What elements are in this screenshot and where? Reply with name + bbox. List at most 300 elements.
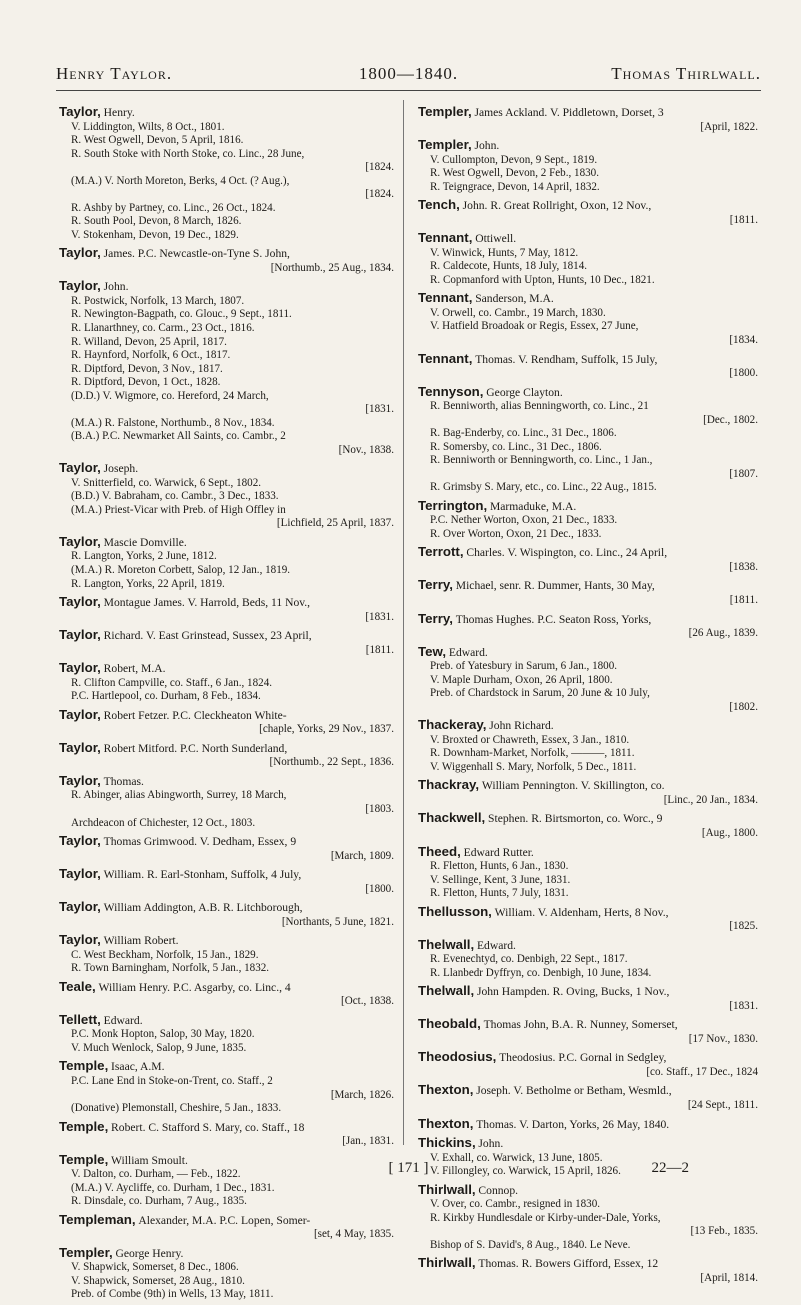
entry-surname: Thickins, [418, 1135, 476, 1151]
entry-given-name: Edward. [103, 1013, 143, 1027]
entry-line: [set, 4 May, 1835. [313, 1228, 394, 1241]
entry-line: R. Over Worton, Oxon, 21 Dec., 1833. [430, 527, 602, 540]
entry-heading [59, 1119, 394, 1136]
entry-line: V. Sellinge, Kent, 3 June, 1831. [430, 873, 571, 886]
entry-heading [59, 1012, 394, 1029]
biographical-entry [59, 660, 394, 704]
entry-line: [1802. [729, 700, 758, 713]
entry-given-name: Richard. V. East Grinstead, Sussex, 23 April, [103, 629, 312, 643]
biographical-entry [59, 1245, 394, 1302]
signature-mark: 22—2 [651, 1160, 689, 1176]
entry-given-name: Isaac, A.M. [111, 1060, 165, 1074]
biographical-entry [59, 979, 394, 1009]
entry-surname: Terrington, [418, 497, 488, 513]
entry-line: R. Diptford, Devon, 1 Oct., 1828. [71, 376, 221, 389]
entry-heading [418, 384, 758, 401]
entry-surname: Tew, [418, 643, 447, 659]
entry-line: V. Exhall, co. Warwick, 13 June, 1805. [430, 1151, 603, 1164]
entry-line: [Nov., 1838. [338, 443, 394, 456]
entry-line: (B.A.) P.C. Newmarket All Saints, co. Cambr., 2 [71, 430, 286, 443]
entry-line: Preb. of Yatesbury in Sarum, 6 Jan., 1800. [430, 660, 618, 673]
left-column [59, 104, 394, 1305]
entry-line: [1811. [365, 643, 394, 656]
entry-heading [59, 278, 394, 295]
entry-given-name: William. V. Aldenham, Herts, 8 Nov., [494, 905, 669, 919]
entry-given-name: James Ackland. V. Piddletown, Dorset, 3 [474, 106, 664, 119]
entry-line: R. West Ogwell, Devon, 5 April, 1816. [71, 134, 244, 147]
entry-line: [1807. [729, 467, 758, 480]
entry-surname: Taylor, [59, 899, 101, 915]
entry-surname: Thellusson, [418, 903, 492, 919]
entry-given-name: Thomas. [103, 774, 144, 788]
entry-given-name: Edward. [448, 645, 488, 659]
entry-line: [co. Staff., 17 Dec., 1824 [646, 1065, 758, 1078]
entry-line: (M.A.) Priest-Vicar with Preb. of High Offley in [71, 503, 286, 516]
biographical-entry [418, 937, 758, 981]
entry-surname: Terry, [418, 610, 453, 626]
biographical-entry [59, 627, 394, 657]
entry-surname: Taylor, [59, 627, 101, 643]
entry-line: [1825. [729, 920, 758, 933]
entry-line: V. Shapwick, Somerset, 8 Dec., 1806. [71, 1261, 239, 1274]
column-divider [403, 100, 404, 1145]
entry-line: R. West Ogwell, Devon, 2 Feb., 1830. [430, 167, 599, 180]
entry-line: [Jan., 1831. [342, 1135, 394, 1148]
entry-surname: Thexton, [418, 1115, 474, 1131]
entry-given-name: John Richard. [489, 719, 554, 733]
entry-given-name: Thomas Hughes. P.C. Seaton Ross, Yorks, [455, 612, 652, 626]
entry-heading [418, 717, 758, 734]
entry-heading [418, 577, 758, 594]
entry-line: [1834. [729, 333, 758, 346]
biographical-entry [418, 1049, 758, 1079]
entry-given-name: Thomas Grimwood. V. Dedham, Essex, 9 [103, 835, 297, 849]
entry-line: [1824. [365, 188, 394, 201]
entry-line: R. Caldecote, Hunts, 18 July, 1814. [430, 260, 588, 273]
entry-given-name: Montague James. V. Harrold, Beds, 11 Nov., [103, 596, 311, 610]
entry-line: V. Over, co. Cambr., resigned in 1830. [430, 1198, 601, 1211]
entry-heading [59, 460, 394, 477]
entry-heading [418, 1049, 758, 1066]
entry-given-name: Thomas John, B.A. R. Nunney, Somerset, [483, 1018, 678, 1032]
biographical-entry [418, 577, 758, 607]
biographical-entry [418, 1182, 758, 1253]
biographical-entry [59, 104, 394, 242]
entry-surname: Temple, [59, 1058, 109, 1074]
entry-line: [Northumb., 25 Aug., 1834. [270, 261, 394, 274]
biographical-entry [418, 1016, 758, 1046]
page-number: [ 171 ] [388, 1160, 429, 1176]
entry-line: V. Stokenham, Devon, 19 Dec., 1829. [71, 228, 239, 241]
entry-line: R. Haynford, Norfolk, 6 Oct., 1817. [71, 349, 231, 362]
entry-line: R. Newington-Bagpath, co. Glouc., 9 Sept., 1811. [71, 308, 292, 321]
page-footer [56, 1160, 761, 1184]
entry-surname: Thexton, [418, 1082, 474, 1098]
entry-line: [March, 1809. [330, 849, 394, 862]
entry-line: R. Llanarthney, co. Carm., 23 Oct., 1816. [71, 321, 255, 334]
entry-line: R. Abinger, alias Abingworth, Surrey, 18 March, [71, 789, 287, 802]
entry-heading [418, 498, 758, 515]
entry-heading [418, 904, 758, 921]
entry-surname: Terrott, [418, 544, 464, 560]
entry-given-name: George Henry. [115, 1246, 184, 1260]
entry-heading [59, 1245, 394, 1262]
entry-line: [Northants, 5 June, 1821. [281, 915, 394, 928]
entry-line: R. South Pool, Devon, 8 March, 1826. [71, 215, 242, 228]
biographical-entry [418, 104, 758, 134]
entry-surname: Taylor, [59, 460, 101, 476]
entry-line: V. Winwick, Hunts, 7 May, 1812. [430, 246, 579, 259]
entry-surname: Tellett, [59, 1011, 101, 1027]
biographical-entry [418, 611, 758, 641]
entry-heading [418, 1016, 758, 1033]
entry-heading [418, 937, 758, 954]
biographical-entry [418, 1116, 758, 1133]
entry-surname: Terry, [418, 577, 453, 593]
entry-given-name: Robert Mitford. P.C. North Sunderland, [103, 741, 288, 755]
entry-heading [59, 932, 394, 949]
entry-given-name: Charles. V. Wispington, co. Linc., 24 April, [466, 546, 668, 560]
entry-surname: Thirlwall, [418, 1255, 476, 1271]
entry-heading [418, 983, 758, 1000]
biographical-entry [59, 1012, 394, 1056]
entry-surname: Temple, [59, 1118, 109, 1134]
entry-given-name: Joseph. V. Betholme or Betham, Wesmld., [476, 1084, 672, 1098]
biographical-entry [59, 866, 394, 896]
entry-heading [59, 773, 394, 790]
entry-surname: Tennant, [418, 350, 473, 366]
entry-given-name: Robert Fetzer. P.C. Cleckheaton White- [103, 708, 287, 722]
entry-given-name: Connop. [478, 1183, 519, 1197]
biographical-entry [418, 717, 758, 774]
biographical-entry [59, 1058, 394, 1115]
biographical-entry [59, 932, 394, 976]
entry-line: [26 Aug., 1839. [688, 627, 758, 640]
entry-heading [418, 777, 758, 794]
entry-line: [1831. [729, 999, 758, 1012]
entry-surname: Tennant, [418, 290, 473, 306]
entry-given-name: Michael, senr. R. Dummer, Hants, 30 May, [455, 579, 655, 593]
entry-line: R. Fletton, Hunts, 7 July, 1831. [430, 887, 569, 900]
entry-line: [17 Nov., 1830. [688, 1032, 758, 1045]
biographical-entry [418, 230, 758, 287]
entry-line: [1824. [365, 161, 394, 174]
entry-line: P.C. Hartlepool, co. Durham, 8 Feb., 1834. [71, 690, 261, 703]
entry-surname: Templeman, [59, 1211, 136, 1227]
entry-surname: Taylor, [59, 104, 101, 119]
entry-line: Bishop of S. David's, 8 Aug., 1840. Le Neve. [430, 1238, 631, 1251]
entry-surname: Taylor, [59, 245, 101, 261]
entry-heading [59, 594, 394, 611]
entry-given-name: Stephen. R. Birtsmorton, co. Worc., 9 [488, 812, 663, 826]
entry-line: R. Kirkby Hundlesdale or Kirby-under-Dale, Yorks, [430, 1211, 661, 1224]
entry-given-name: William Smoult. [111, 1153, 188, 1167]
entry-given-name: George Clayton. [486, 385, 563, 399]
entry-line: R. Grimsby S. Mary, etc., co. Linc., 22 Aug., 1815. [430, 481, 657, 494]
biographical-entry [418, 498, 758, 542]
entry-given-name: William. R. Earl-Stonham, Suffolk, 4 July, [103, 868, 302, 882]
biographical-entry [59, 1212, 394, 1242]
entry-line: P.C. Monk Hopton, Salop, 30 May, 1820. [71, 1028, 255, 1041]
entry-line: R. Evenechtyd, co. Denbigh, 22 Sept., 1817. [430, 953, 628, 966]
entry-line: P.C. Nether Worton, Oxon, 21 Dec., 1833. [430, 514, 618, 527]
entry-line: R. Benniworth, alias Benningworth, co. Linc., 21 [430, 400, 649, 413]
entry-heading [59, 833, 394, 850]
entry-given-name: Robert, M.A. [103, 662, 166, 676]
entry-line: R. Downham-Market, Norfolk, ———, 1811. [430, 747, 635, 760]
entry-line: [1831. [365, 610, 394, 623]
entry-line: R. Clifton Campville, co. Staff., 6 Jan., 1824. [71, 676, 273, 689]
entry-line: C. West Beckham, Norfolk, 15 Jan., 1829. [71, 948, 259, 961]
entry-given-name: Theodosius. P.C. Gornal in Sedgley, [499, 1051, 667, 1065]
entry-surname: Thirlwall, [418, 1181, 476, 1197]
entry-line: R. Langton, Yorks, 2 June, 1812. [71, 550, 217, 563]
entry-line: [1811. [729, 213, 758, 226]
entry-surname: Taylor, [59, 866, 101, 882]
entry-heading [418, 230, 758, 247]
entry-surname: Temple, [59, 1151, 109, 1167]
biographical-entry [418, 1255, 758, 1285]
entry-given-name: John. [478, 1137, 504, 1151]
header-center: 1800—1840. [358, 64, 459, 83]
entry-line: V. Much Wenlock, Salop, 9 June, 1835. [71, 1041, 247, 1054]
entry-line: R. Postwick, Norfolk, 13 March, 1807. [71, 294, 245, 307]
entry-heading [59, 899, 394, 916]
entry-line: P.C. Lane End in Stoke-on-Trent, co. Staff., 2 [71, 1075, 273, 1087]
biographical-entry [418, 384, 758, 495]
entry-line: [chaple, Yorks, 29 Nov., 1837. [259, 723, 394, 736]
running-header [56, 60, 761, 91]
entry-line: [1803. [365, 802, 394, 815]
entry-heading [59, 740, 394, 757]
entry-heading [418, 1135, 758, 1152]
entry-line: R. Ashby by Partney, co. Linc., 26 Oct., 1824. [71, 201, 276, 214]
header-left: Henry Taylor. [56, 64, 173, 83]
entry-line: R. South Stoke with North Stoke, co. Linc., 28 June, [71, 147, 305, 160]
entry-line: R. Town Barningham, Norfolk, 5 Jan., 1832. [71, 962, 270, 975]
entry-heading [418, 351, 758, 368]
entry-line: R. Teigngrace, Devon, 14 April, 1832. [430, 180, 600, 193]
entry-line: (M.A.) V. North Moreton, Berks, 4 Oct. (? Aug.), [71, 174, 290, 187]
entry-heading [59, 104, 394, 121]
entry-line: Preb. of Combe (9th) in Wells, 13 May, 1811. [71, 1288, 274, 1301]
entry-line: V. Fillongley, co. Warwick, 15 April, 1826. [430, 1165, 621, 1178]
entry-surname: Thackwell, [418, 810, 486, 826]
biographical-entry [59, 1119, 394, 1149]
entry-given-name: Sanderson, M.A. [475, 292, 554, 306]
entry-line: R. Diptford, Devon, 3 Nov., 1817. [71, 362, 223, 375]
biographical-entry [418, 810, 758, 840]
biographical-entry [59, 594, 394, 624]
entry-surname: Taylor, [59, 772, 101, 788]
entry-line: R. Llanbedr Dyffryn, co. Denbigh, 10 June, 1834. [430, 966, 652, 979]
entry-heading [59, 660, 394, 677]
entry-line: [Linc., 20 Jan., 1834. [663, 793, 758, 806]
entry-given-name: Mascie Domville. [103, 535, 187, 549]
entry-surname: Taylor, [59, 833, 101, 849]
entry-line: R. Fletton, Hunts, 6 Jan., 1830. [430, 860, 569, 873]
entry-surname: Taylor, [59, 706, 101, 722]
entry-heading [59, 866, 394, 883]
entry-given-name: Thomas. V. Rendham, Suffolk, 15 July, [475, 352, 658, 366]
biographical-entry [418, 290, 758, 347]
entry-line: V. Snitterfield, co. Warwick, 6 Sept., 1802. [71, 476, 262, 489]
entry-line: (D.D.) V. Wigmore, co. Hereford, 24 March, [71, 389, 269, 402]
biographical-entry [59, 245, 394, 275]
entry-given-name: John Hampden. R. Oving, Bucks, 1 Nov., [476, 985, 670, 999]
biographical-entry [59, 460, 394, 531]
entry-line: (Donative) Plemonstall, Cheshire, 5 Jan., 1833. [71, 1102, 282, 1115]
entry-line: V. Orwell, co. Cambr., 19 March, 1830. [430, 306, 606, 319]
entry-heading [59, 979, 394, 996]
biographical-entry [418, 904, 758, 934]
entry-line: [1800. [729, 367, 758, 380]
entry-heading [418, 644, 758, 661]
biographical-entry [59, 899, 394, 929]
biographical-entry [418, 197, 758, 227]
entry-heading [418, 1255, 758, 1272]
entry-heading [59, 245, 394, 262]
entry-line: V. Broxted or Chawreth, Essex, 3 Jan., 1810. [430, 733, 630, 746]
entry-line: [1800. [365, 882, 394, 895]
entry-line: [1831. [365, 403, 394, 416]
entry-line: Archdeacon of Chichester, 12 Oct., 1803. [71, 816, 256, 829]
entry-surname: Theodosius, [418, 1049, 497, 1065]
biographical-entry [418, 844, 758, 901]
biographical-entry [418, 137, 758, 194]
entry-given-name: James. P.C. Newcastle-on-Tyne S. John, [103, 247, 290, 261]
header-right: Thomas Thirlwall. [611, 64, 761, 83]
biographical-entry [59, 833, 394, 863]
entry-heading [418, 137, 758, 154]
entry-line: (M.A.) R. Moreton Corbett, Salop, 12 Jan., 1819. [71, 564, 291, 576]
entry-surname: Templer, [59, 1244, 113, 1260]
entry-given-name: Marmaduke, M.A. [489, 499, 577, 513]
entry-line: [Aug., 1800. [701, 826, 758, 839]
entry-heading [418, 1082, 758, 1099]
entry-given-name: John. [474, 139, 500, 153]
entry-heading [418, 1116, 758, 1133]
entry-line: V. Maple Durham, Oxon, 26 April, 1800. [430, 673, 613, 686]
entry-surname: Tennyson, [418, 383, 484, 399]
entry-line: [Dec., 1802. [703, 413, 758, 426]
biographical-entry [59, 278, 394, 457]
entry-surname: Taylor, [59, 739, 101, 755]
entry-line: (M.A.) R. Falstone, Northumb., 8 Nov., 1834. [71, 416, 275, 429]
entry-given-name: William Pennington. V. Skillington, co. [481, 779, 665, 793]
entry-surname: Theobald, [418, 1016, 481, 1032]
entry-heading [59, 1058, 394, 1075]
entry-given-name: Robert. C. Stafford S. Mary, co. Staff., 18 [111, 1120, 305, 1134]
entry-line: (B.D.) V. Babraham, co. Cambr., 3 Dec., 1833. [71, 490, 279, 503]
entry-line: R. Dinsdale, co. Durham, 7 Aug., 1835. [71, 1195, 247, 1208]
entry-heading [59, 534, 394, 551]
entry-surname: Taylor, [59, 594, 101, 610]
biographical-entry [418, 544, 758, 574]
entry-line: R. Benniworth or Benningworth, co. Linc., 1 Jan., [430, 454, 653, 467]
entry-surname: Tench, [418, 197, 460, 213]
entry-surname: Taylor, [59, 533, 101, 549]
biographical-entry [59, 773, 394, 830]
biographical-entry [418, 644, 758, 715]
entry-line: [Northumb., 22 Sept., 1836. [269, 756, 394, 769]
entry-surname: Thelwall, [418, 936, 475, 952]
entry-surname: Theed, [418, 843, 461, 859]
biographical-entry [418, 351, 758, 381]
entry-given-name: Edward Rutter. [463, 845, 534, 859]
entry-heading [418, 104, 758, 121]
entry-line: R. Copmanford with Upton, Hunts, 10 Dec., 1821. [430, 273, 655, 286]
biographical-entry [59, 707, 394, 737]
entry-line: R. Somersby, co. Linc., 31 Dec., 1806. [430, 440, 602, 453]
entry-line: [13 Feb., 1835. [690, 1225, 758, 1238]
entry-heading [418, 290, 758, 307]
entry-line: [Oct., 1838. [341, 995, 394, 1008]
entry-line: Preb. of Chardstock in Sarum, 20 June & 10 July, [430, 687, 650, 700]
entry-line: R. Bag-Enderby, co. Linc., 31 Dec., 1806. [430, 427, 617, 440]
entry-given-name: Thomas. R. Bowers Gifford, Essex, 12 [478, 1257, 659, 1271]
entry-line: V. Liddington, Wilts, 8 Oct., 1801. [71, 120, 225, 133]
entry-heading [59, 627, 394, 644]
entry-line: V. Hatfield Broadoak or Regis, Essex, 27 June, [430, 320, 639, 333]
entry-given-name: Thomas. V. Darton, Yorks, 26 May, 1840. [476, 1117, 670, 1131]
entry-line: [Lichfield, 25 April, 1837. [276, 517, 394, 530]
entry-surname: Templer, [418, 104, 472, 119]
entry-line: [April, 1822. [700, 120, 758, 133]
entry-given-name: Alexander, M.A. P.C. Lopen, Somer- [138, 1213, 311, 1227]
entry-line: (M.A.) V. Aycliffe, co. Durham, 1 Dec., 1831. [71, 1181, 275, 1194]
entry-surname: Teale, [59, 978, 96, 994]
right-column [418, 104, 758, 1288]
entry-line: V. Wiggenhall S. Mary, Norfolk, 5 Dec., 1811. [430, 760, 637, 773]
entry-given-name: William Henry. P.C. Asgarby, co. Linc., 4 [98, 980, 291, 994]
entry-line: R. Willand, Devon, 25 April, 1817. [71, 335, 227, 348]
biographical-entry [59, 740, 394, 770]
entry-surname: Thackray, [418, 777, 480, 793]
entry-heading [59, 1212, 394, 1229]
entry-given-name: Joseph. [103, 462, 139, 476]
entry-line: [1838. [729, 560, 758, 573]
entry-line: V. Dalton, co. Durham, — Feb., 1822. [71, 1168, 241, 1181]
biographical-entry [418, 777, 758, 807]
entry-given-name: Henry. [103, 106, 135, 119]
entry-surname: Taylor, [59, 278, 101, 294]
entry-given-name: William Addington, A.B. R. Litchborough, [103, 901, 303, 915]
entry-line: [April, 1814. [700, 1271, 758, 1284]
entry-heading [59, 707, 394, 724]
entry-heading [418, 844, 758, 861]
entry-given-name: John. R. Great Rollright, Oxon, 12 Nov., [462, 199, 652, 213]
entry-line: V. Cullompton, Devon, 9 Sept., 1819. [430, 153, 598, 166]
entry-surname: Templer, [418, 137, 472, 153]
entry-surname: Taylor, [59, 660, 101, 676]
entry-heading [418, 611, 758, 628]
entry-given-name: Ottiwell. [475, 232, 517, 246]
entry-line: V. Shapwick, Somerset, 28 Aug., 1810. [71, 1274, 245, 1287]
entry-heading [418, 810, 758, 827]
entry-surname: Thackeray, [418, 717, 487, 733]
entry-surname: Taylor, [59, 932, 101, 948]
biographical-entry [59, 534, 394, 591]
entry-given-name: William Robert. [103, 934, 179, 948]
entry-given-name: Edward. [476, 938, 516, 952]
entry-line: [1811. [729, 594, 758, 606]
entry-heading [418, 1182, 758, 1199]
entry-line: R. Langton, Yorks, 22 April, 1819. [71, 577, 225, 590]
biographical-entry [418, 1082, 758, 1112]
entry-heading [418, 544, 758, 561]
entry-surname: Thelwall, [418, 983, 475, 999]
